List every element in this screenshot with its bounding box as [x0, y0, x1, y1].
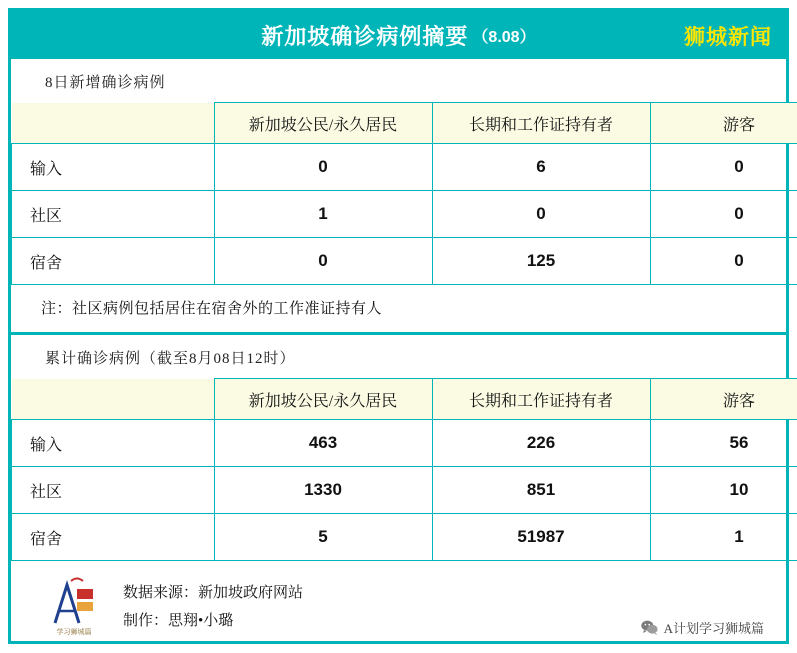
table-row [12, 467, 797, 514]
card-header [11, 11, 786, 59]
table-header-row [12, 379, 797, 420]
new-cases-table [11, 102, 797, 285]
cell-total-imported-citizens: 463 [214, 420, 432, 467]
data-source-line: 数据来源：新加坡政府网站 [123, 579, 303, 607]
cell-total-dormitory-citizens: 5 [214, 514, 432, 561]
table-header-row [12, 103, 797, 144]
cell-new-dormitory-visitors: 0 [650, 238, 797, 285]
cell-new-dormitory-citizens: 0 [214, 238, 432, 285]
cell-total-community-visitors: 10 [650, 467, 797, 514]
total-cases-label: 累计确诊病例（截至8月08日12时） [11, 335, 786, 378]
table-row [12, 144, 797, 191]
column-header-citizens: 新加坡公民/永久居民 [214, 103, 432, 144]
cell-total-community-passholders: 851 [432, 467, 650, 514]
table-row [12, 191, 797, 238]
wechat-account [641, 618, 764, 637]
logo-text: 学习狮城篇 [41, 627, 107, 637]
table-row [12, 238, 797, 285]
row-label-imported: 输入 [12, 420, 215, 467]
column-header-passholders: 长期和工作证持有者 [432, 379, 650, 420]
row-label-imported: 输入 [12, 144, 215, 191]
credits-block [123, 579, 303, 635]
column-header-visitors: 游客 [650, 103, 797, 144]
cell-total-imported-passholders: 226 [432, 420, 650, 467]
row-label-community: 社区 [12, 467, 215, 514]
card-footer [11, 561, 786, 653]
brand-label: 狮城新闻 [684, 21, 772, 51]
cell-total-imported-visitors: 56 [650, 420, 797, 467]
cell-total-community-citizens: 1330 [214, 467, 432, 514]
page-title: 新加坡确诊病例摘要 [261, 20, 468, 51]
cell-new-community-citizens: 1 [214, 191, 432, 238]
new-cases-label: 8日新增确诊病例 [11, 59, 786, 102]
table-row [12, 420, 797, 467]
cell-new-community-visitors: 0 [650, 191, 797, 238]
credit-line: 制作：思翔•小璐 [123, 607, 303, 635]
column-header-passholders: 长期和工作证持有者 [432, 103, 650, 144]
table-row [12, 514, 797, 561]
card-body [11, 59, 786, 653]
column-header-citizens: 新加坡公民/永久居民 [214, 379, 432, 420]
column-header-blank [12, 103, 215, 144]
cell-new-dormitory-passholders: 125 [432, 238, 650, 285]
study-logo-icon [41, 575, 107, 637]
cell-new-imported-passholders: 6 [432, 144, 650, 191]
community-note: 注：社区病例包括居住在宿舍外的工作准证持有人 [11, 285, 786, 324]
total-cases-table [11, 378, 797, 561]
column-header-blank [12, 379, 215, 420]
wechat-label: A计划学习狮城篇 [664, 618, 764, 637]
cell-total-dormitory-passholders: 51987 [432, 514, 650, 561]
cell-new-community-passholders: 0 [432, 191, 650, 238]
wechat-icon [641, 620, 658, 635]
row-label-dormitory: 宿舍 [12, 238, 215, 285]
cell-new-imported-citizens: 0 [214, 144, 432, 191]
summary-card [8, 8, 789, 644]
cell-new-imported-visitors: 0 [650, 144, 797, 191]
cell-total-dormitory-visitors: 1 [650, 514, 797, 561]
report-date: （8.08） [472, 24, 535, 47]
row-label-community: 社区 [12, 191, 215, 238]
column-header-visitors: 游客 [650, 379, 797, 420]
row-label-dormitory: 宿舍 [12, 514, 215, 561]
